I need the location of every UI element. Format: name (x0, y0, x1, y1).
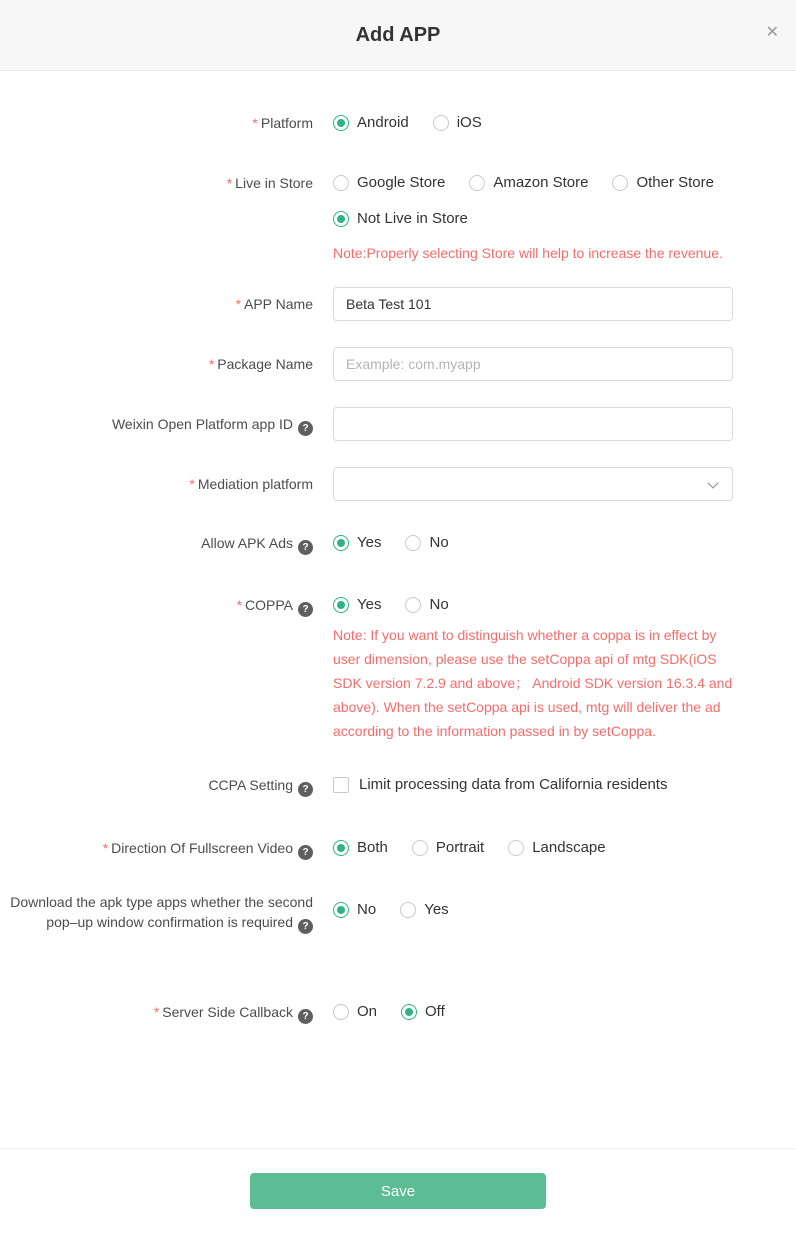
radio-unselected-icon (405, 535, 421, 551)
coppa-radio-line (333, 595, 733, 615)
form-row-ccpa-setting (0, 775, 796, 798)
coppa-yes-radio[interactable] (333, 595, 381, 615)
radio-label: Both (357, 839, 388, 856)
live-in-store-note: Note:Properly selecting Store will help to increase the revenue. (333, 245, 723, 261)
server-side-callback-label (0, 1002, 313, 1024)
required-asterisk: * (252, 115, 258, 131)
radio-label: Google Store (357, 174, 446, 191)
allow-apk-ads-options (333, 533, 733, 553)
direction-both-radio[interactable] (333, 838, 388, 858)
weixin-app-id-control (333, 407, 733, 441)
required-asterisk: * (102, 840, 109, 856)
direction-portrait-radio[interactable] (412, 838, 484, 858)
app-name-label (0, 287, 313, 321)
radio-label: On (357, 1003, 378, 1020)
radio-label: Portrait (435, 839, 485, 856)
required-asterisk: * (208, 356, 215, 372)
radio-unselected-icon (412, 840, 428, 856)
coppa-note: Note: If you want to distinguish whether a coppa is in effect by user dimension, please use the setCoppa api of mtg SDK(iOS SDK version 7.2.9 and above； Android SDK version 16.3.4 and above). When the setCoppa api is used, mtg will deliver the ad according to the information passed in by setCoppa. (333, 627, 733, 739)
form-row-platform (0, 113, 796, 133)
checkbox-unchecked-icon (333, 777, 349, 793)
help-icon[interactable]: ? (298, 421, 313, 436)
radio-unselected-icon (612, 175, 628, 191)
coppa-label-text: COPPA (245, 597, 293, 613)
radio-label: Landscape (532, 839, 606, 856)
radio-selected-icon (333, 597, 349, 613)
checkbox-label: Limit processing data from California residents (359, 776, 668, 793)
form-row-apk-second-popup (0, 892, 796, 934)
mediation-platform-label-text: Mediation platform (197, 476, 313, 492)
package-name-label-text: Package Name (217, 356, 313, 372)
app-name-input[interactable] (333, 287, 733, 321)
modal-title: Add APP (355, 23, 441, 46)
fullscreen-direction-label-text: Direction Of Fullscreen Video (111, 840, 293, 856)
modal-footer (0, 1148, 796, 1236)
package-name-input[interactable] (333, 347, 733, 381)
radio-label: Amazon Store (493, 174, 589, 191)
radio-label: Not Live in Store (357, 210, 468, 227)
radio-selected-icon (333, 902, 349, 918)
required-asterisk: * (226, 175, 233, 191)
form-row-package-name (0, 347, 796, 381)
radio-unselected-icon (333, 175, 349, 191)
save-button[interactable]: Save (250, 1173, 546, 1209)
apk-second-popup-label-text: Download the apk type apps whether the second pop–up window confirmation is required (10, 894, 313, 930)
not-live-in-store-radio[interactable] (333, 209, 468, 229)
weixin-app-id-label-text: Weixin Open Platform app ID (111, 416, 293, 432)
allow-apk-ads-no-radio[interactable] (405, 533, 448, 553)
allow-apk-ads-yes-radio[interactable] (333, 533, 381, 553)
radio-unselected-icon (405, 597, 421, 613)
radio-label: No (429, 596, 449, 613)
live-in-store-label (0, 173, 313, 193)
coppa-options (333, 595, 733, 743)
radio-label: Android (357, 114, 409, 131)
close-icon[interactable]: ✕ (765, 24, 779, 41)
store-radio-line-2 (333, 209, 733, 229)
ccpa-setting-label-text: CCPA Setting (208, 777, 293, 793)
allow-apk-ads-label-text: Allow APK Ads (201, 535, 293, 551)
required-asterisk: * (236, 597, 243, 613)
callback-off-radio[interactable] (401, 1002, 445, 1022)
radio-selected-icon (333, 115, 349, 131)
app-name-control (333, 287, 733, 321)
form-row-allow-apk-ads (0, 533, 796, 555)
server-side-callback-label-text: Server Side Callback (162, 1004, 293, 1020)
add-app-form (0, 71, 796, 1091)
mediation-platform-select[interactable] (333, 467, 733, 501)
other-store-radio[interactable] (612, 173, 714, 193)
radio-label: No (429, 534, 449, 551)
ccpa-setting-label (0, 775, 313, 797)
fullscreen-direction-options (333, 838, 733, 858)
live-in-store-label-text: Live in Store (235, 175, 313, 191)
form-row-coppa (0, 595, 796, 743)
ccpa-limit-checkbox[interactable] (333, 775, 667, 795)
required-asterisk: * (235, 296, 241, 312)
weixin-app-id-input[interactable] (333, 407, 733, 441)
form-row-server-side-callback (0, 1002, 796, 1024)
weixin-app-id-label (0, 407, 313, 441)
allow-apk-ads-radio-line (333, 533, 733, 553)
radio-label: Other Store (636, 174, 714, 191)
help-icon[interactable]: ? (298, 919, 313, 934)
callback-on-radio[interactable] (333, 1002, 377, 1022)
platform-android-radio[interactable] (333, 113, 409, 133)
apk-popup-yes-radio[interactable] (400, 900, 448, 920)
platform-label-text: Platform (260, 115, 313, 131)
required-asterisk: * (153, 1004, 160, 1020)
apk-popup-no-radio[interactable] (333, 900, 376, 920)
direction-landscape-radio[interactable] (508, 838, 605, 858)
fullscreen-direction-radio-line (333, 838, 733, 858)
radio-selected-icon (401, 1004, 417, 1020)
help-icon[interactable]: ? (298, 782, 313, 797)
radio-unselected-icon (400, 902, 416, 918)
radio-selected-icon (333, 211, 349, 227)
radio-label: Yes (424, 901, 449, 918)
fullscreen-direction-label (0, 838, 313, 860)
help-icon[interactable]: ? (298, 540, 313, 555)
platform-label (0, 113, 313, 133)
app-name-label-text: APP Name (244, 296, 313, 312)
radio-selected-icon (333, 840, 349, 856)
mediation-platform-label (0, 467, 313, 501)
live-in-store-options (333, 173, 733, 265)
ccpa-setting-control (333, 775, 733, 798)
help-icon[interactable]: ? (298, 1009, 313, 1024)
radio-label: Yes (357, 534, 382, 551)
radio-selected-icon (333, 535, 349, 551)
platform-radio-line (333, 113, 733, 133)
apk-second-popup-radio-line (333, 900, 733, 920)
form-row-fullscreen-direction (0, 838, 796, 860)
radio-unselected-icon (433, 115, 449, 131)
radio-label: No (357, 901, 377, 918)
radio-label: iOS (456, 114, 482, 131)
radio-label: Yes (357, 596, 382, 613)
radio-unselected-icon (508, 840, 524, 856)
coppa-label (0, 595, 313, 617)
modal-header (0, 0, 796, 71)
store-radio-line-1 (333, 173, 733, 193)
required-asterisk: * (189, 476, 195, 492)
platform-ios-radio[interactable] (433, 113, 482, 133)
coppa-no-radio[interactable] (405, 595, 448, 615)
google-store-radio[interactable] (333, 173, 445, 193)
apk-second-popup-options (333, 892, 733, 920)
package-name-control (333, 347, 733, 381)
server-side-callback-radio-line (333, 1002, 733, 1022)
amazon-store-radio[interactable] (469, 173, 588, 193)
form-row-weixin-app-id (0, 407, 796, 441)
form-row-live-in-store (0, 173, 796, 265)
help-icon[interactable]: ? (298, 602, 313, 617)
form-row-mediation-platform (0, 467, 796, 501)
help-icon[interactable]: ? (298, 845, 313, 860)
apk-second-popup-label (0, 892, 313, 934)
mediation-platform-control (333, 467, 733, 501)
package-name-label (0, 347, 313, 381)
platform-options (333, 113, 733, 133)
form-row-app-name (0, 287, 796, 321)
radio-unselected-icon (469, 175, 485, 191)
allow-apk-ads-label (0, 533, 313, 555)
chevron-down-icon (707, 477, 718, 488)
server-side-callback-options (333, 1002, 733, 1022)
radio-unselected-icon (333, 1004, 349, 1020)
radio-label: Off (425, 1003, 445, 1020)
